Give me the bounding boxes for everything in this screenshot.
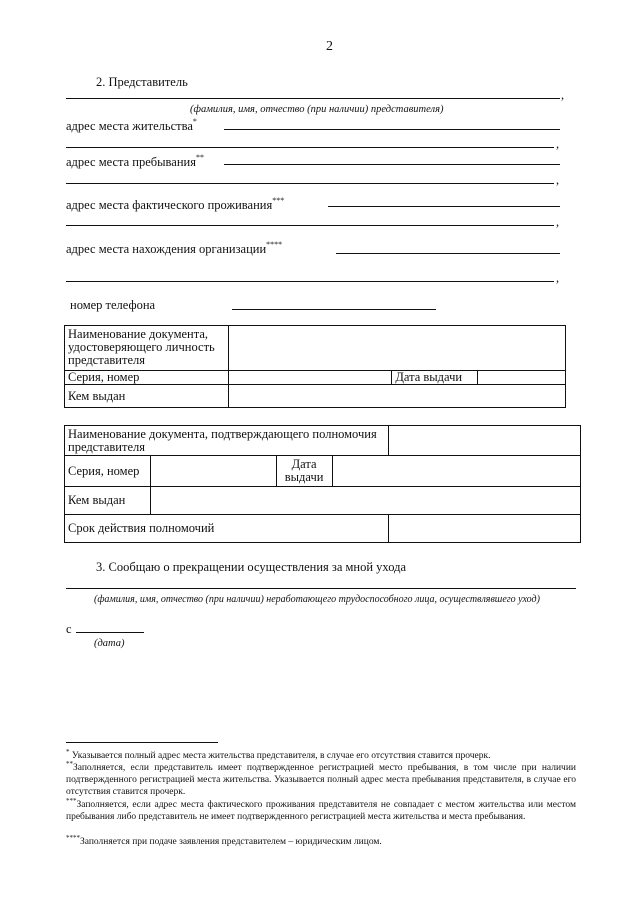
footnote-3: ***Заполняется, если адрес места фактического проживания представителя не совпадает с местом жительства или местом пребывания либо представитель не имеет подтвержденного регистрацией места жительства и места пребывания. bbox=[66, 797, 576, 822]
id-issued-by-cell[interactable] bbox=[228, 385, 565, 408]
authority-series-label: Серия, номер bbox=[65, 456, 151, 487]
footnote-1: * Указывается полный адрес места жительства представителя, в случае его отсутствия ставится прочерк. bbox=[66, 748, 491, 761]
comma: , bbox=[556, 173, 560, 187]
footnote-4: ****Заполняется при подаче заявления представителем – юридическим лицом. bbox=[66, 834, 382, 847]
org-address-line-2[interactable] bbox=[66, 281, 554, 282]
stay-address-line[interactable] bbox=[224, 164, 560, 165]
authority-document-table bbox=[64, 425, 581, 543]
authority-issued-by-cell[interactable] bbox=[150, 487, 580, 515]
comma: , bbox=[556, 271, 560, 285]
section2-title: 2. Представитель bbox=[96, 75, 188, 89]
comma: , bbox=[556, 215, 560, 229]
authority-doc-name-cell[interactable] bbox=[389, 426, 581, 456]
section3-title: 3. Сообщаю о прекращении осуществления за мной ухода bbox=[96, 560, 406, 574]
id-doc-name-label: Наименование документа, удостоверяющего личность представителя bbox=[65, 326, 229, 371]
footnote-2: **Заполняется, если представитель имеет подтвержденное регистрацией место пребывания, в том числе при наличии подтвержденного регистрацией места жительства. Указывается полный адрес места пребывания представителя, в случае его отсутствия ставится прочерк. bbox=[66, 760, 576, 797]
id-issue-date-label: Дата выдачи bbox=[392, 371, 478, 385]
representative-name-caption: (фамилия, имя, отчество (при наличии) представителя) bbox=[190, 104, 444, 115]
authority-validity-label: Срок действия полномочий bbox=[65, 515, 389, 543]
date-caption: (дата) bbox=[94, 638, 125, 649]
phone-line[interactable] bbox=[232, 309, 436, 310]
termination-date-line[interactable] bbox=[76, 632, 144, 633]
residence-address-label: адрес места жительства* bbox=[66, 117, 197, 133]
org-address-line[interactable] bbox=[336, 253, 560, 254]
comma: , bbox=[561, 88, 565, 102]
residence-address-line-2[interactable] bbox=[66, 147, 554, 148]
id-document-table bbox=[64, 325, 566, 408]
page-number: 2 bbox=[326, 39, 333, 54]
id-issue-date-cell[interactable] bbox=[478, 371, 566, 385]
footnote-separator bbox=[66, 742, 218, 743]
authority-series-cell[interactable] bbox=[150, 456, 276, 487]
id-issued-by-label: Кем выдан bbox=[65, 385, 229, 408]
org-address-label: адрес места нахождения организации**** bbox=[66, 240, 283, 256]
comma: , bbox=[556, 137, 560, 151]
actual-address-label: адрес места фактического проживания*** bbox=[66, 196, 285, 212]
authority-date-label: Дата выдачи bbox=[276, 456, 332, 487]
actual-address-line-2[interactable] bbox=[66, 225, 554, 226]
from-label: с bbox=[66, 622, 72, 636]
id-series-label: Серия, номер bbox=[65, 371, 229, 385]
caregiver-name-line[interactable] bbox=[66, 588, 576, 589]
actual-address-line[interactable] bbox=[328, 206, 560, 207]
stay-address-line-2[interactable] bbox=[66, 183, 554, 184]
residence-address-line[interactable] bbox=[224, 129, 560, 130]
authority-issued-by-label: Кем выдан bbox=[65, 487, 151, 515]
authority-doc-name-label: Наименование документа, подтверждающего полномочия представителя bbox=[65, 426, 389, 456]
authority-date-cell[interactable] bbox=[332, 456, 580, 487]
caregiver-name-caption: (фамилия, имя, отчество (при наличии) неработающего трудоспособного лица, осуществлявшего уход) bbox=[94, 594, 540, 605]
id-doc-name-cell[interactable] bbox=[228, 326, 565, 371]
phone-label: номер телефона bbox=[70, 298, 156, 312]
authority-validity-cell[interactable] bbox=[389, 515, 581, 543]
stay-address-label: адрес места пребывания** bbox=[66, 153, 204, 169]
representative-name-line[interactable] bbox=[66, 98, 560, 99]
id-series-cell[interactable] bbox=[228, 371, 392, 385]
